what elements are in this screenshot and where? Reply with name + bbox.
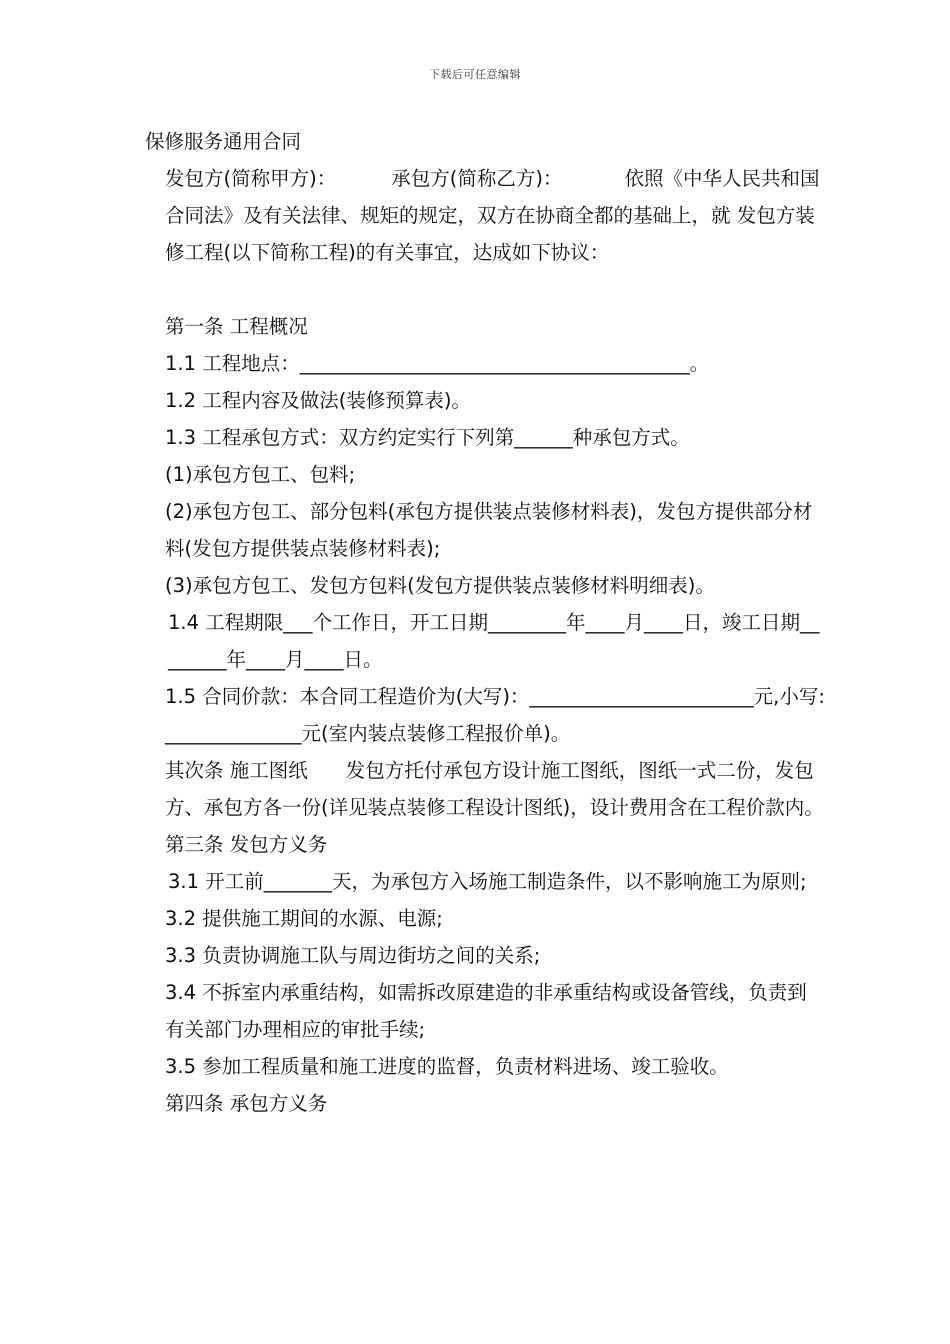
option-2: (2)承包方包工、部分包料(承包方提供装点装修材料表)，发包方提供部分材料(发包方提供装点装修材料表); [165, 500, 813, 560]
article-1-heading: 第一条 工程概况 [165, 315, 308, 338]
clause-1-3: 1.3 工程承包方式：双方约定实行下列第______种承包方式。 [165, 426, 690, 449]
intro-start: 依照《中华人民 [624, 167, 761, 190]
clause-3-5: 3.5 参加工程质量和施工进度的监督，负责材料进场、竣工验收。 [165, 1055, 729, 1078]
clause-3-3: 3.3 负责协调施工队与周边街坊之间的关系; [165, 944, 541, 967]
party-b-label: 承包方(简称乙方)： [391, 167, 563, 190]
clause-1-4: 1.4 工程期限___个工作日，开工日期________年____月____日，竣工日期________年____月____日。 [168, 611, 820, 671]
document-title: 保修服务通用合同 [145, 130, 302, 153]
clause-3-4: 3.4 不拆室内承重结构，如需拆改原建造的非承重结构或设备管线，负责到有关部门办理相应的审批手续; [165, 981, 807, 1041]
clause-1-1: 1.1 工程地点：________________________________________。 [165, 352, 710, 375]
parties-intro [145, 160, 825, 271]
clause-3-2: 3.2 提供施工期间的水源、电源; [165, 907, 443, 930]
option-3: (3)承包方包工、发包方包料(发包方提供装点装修材料明细表)。 [165, 574, 715, 597]
article-2 [145, 752, 825, 826]
header-note: 下载后可任意编辑 [429, 68, 521, 81]
article-2-heading: 其次条 施工图纸 [165, 759, 308, 782]
article-3-heading: 第三条 发包方义务 [165, 833, 328, 856]
clause-1-5: 1.5 合同价款：本合同工程造价为(大写)：_______________________元,小写:______________元(室内装点装修工程报价单)。 [165, 685, 825, 745]
article-2-text: 发包方托付承包方设计施工图纸，图纸一式二份，发包方、承包方各一份(详见装点装修工程设计图纸)，设计费用含在工程价款内。 [165, 759, 824, 819]
party-a-label: 发包方(简称甲方)： [165, 167, 337, 190]
option-1: (1)承包方包工、包料; [165, 463, 356, 486]
clause-1-2: 1.2 工程内容及做法(装修预算表)。 [165, 389, 471, 412]
article-4-heading: 第四条 承包方义务 [165, 1092, 328, 1115]
intro-rest: 共和国合同法》及有关法律、规矩的规定，双方在协商全都的基础上，就 发包方装修工程(以下简称工程)的有关事宜，达成如下协议： [165, 167, 820, 264]
clause-3-1: 3.1 开工前_______天，为承包方入场施工制造条件，以不影响施工为原则; [168, 870, 807, 893]
contract-body [145, 123, 825, 1122]
